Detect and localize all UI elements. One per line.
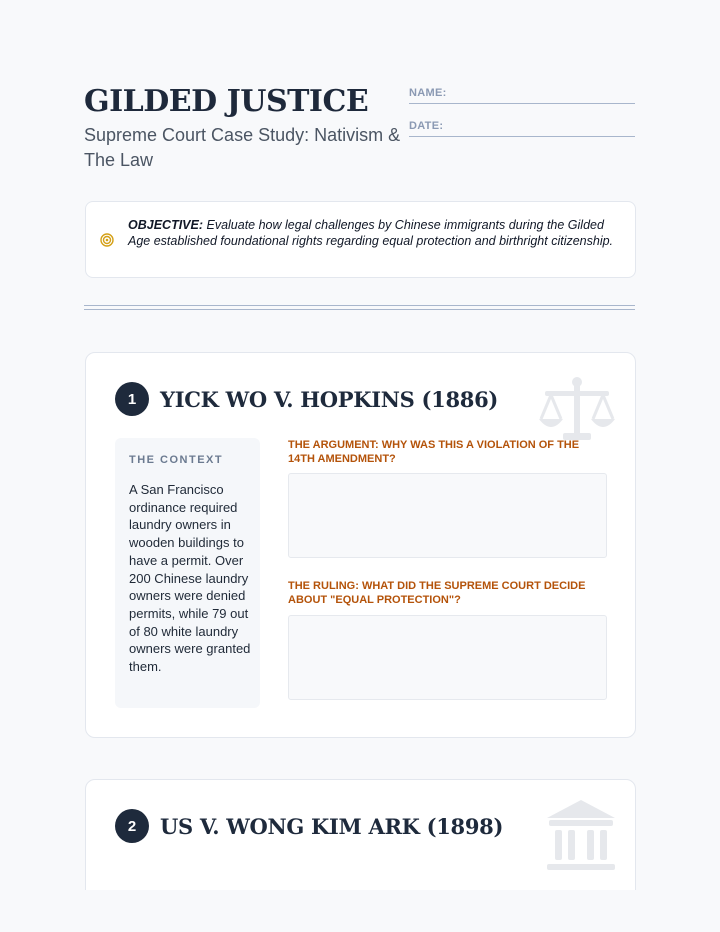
name-label: NAME: [409, 87, 447, 99]
page-subtitle: Supreme Court Case Study: Nativism & The Law [84, 125, 401, 170]
date-label: DATE: [409, 120, 444, 132]
ruling-answer-box[interactable] [288, 615, 607, 700]
objective-text [128, 217, 623, 249]
context-panel [115, 438, 260, 708]
objective-label: OBJECTIVE: [128, 218, 204, 232]
section-divider [84, 305, 635, 310]
context-heading: THE CONTEXT [129, 454, 224, 466]
page-title: GILDED JUSTICE [84, 84, 369, 119]
target-icon [100, 233, 114, 247]
ruling-question: THE RULING: WHAT DID THE SUPREME COURT DECIDE ABOUT "EQUAL PROTECTION"? [288, 580, 586, 606]
objective-body: Evaluate how legal challenges by Chinese immigrants during the Gilded Age established foundational rights regarding equal protection and birthright citizenship. [128, 218, 614, 248]
case-card-2 [85, 779, 636, 890]
case-title: US V. WONG KIM ARK (1898) [160, 814, 504, 839]
name-field[interactable] [409, 83, 635, 104]
objective-box [85, 201, 636, 278]
case-number-badge: 2 [115, 809, 149, 843]
case-card-1 [85, 352, 636, 738]
case-number-badge: 1 [115, 382, 149, 416]
argument-answer-box[interactable] [288, 473, 607, 558]
courthouse-icon [545, 798, 617, 878]
case-title: YICK WO V. HOPKINS (1886) [160, 387, 499, 412]
argument-question: THE ARGUMENT: WHY WAS THIS A VIOLATION OF THE 14TH AMENDMENT? [288, 439, 580, 465]
date-field[interactable] [409, 116, 635, 137]
context-text: A San Francisco ordinance required laundry owners in wooden buildings to have a permit. Over 200 Chinese laundry owners were denied permits, while 79 out of 80 white laundry owners were granted them. [129, 482, 251, 675]
scales-icon [537, 375, 617, 443]
